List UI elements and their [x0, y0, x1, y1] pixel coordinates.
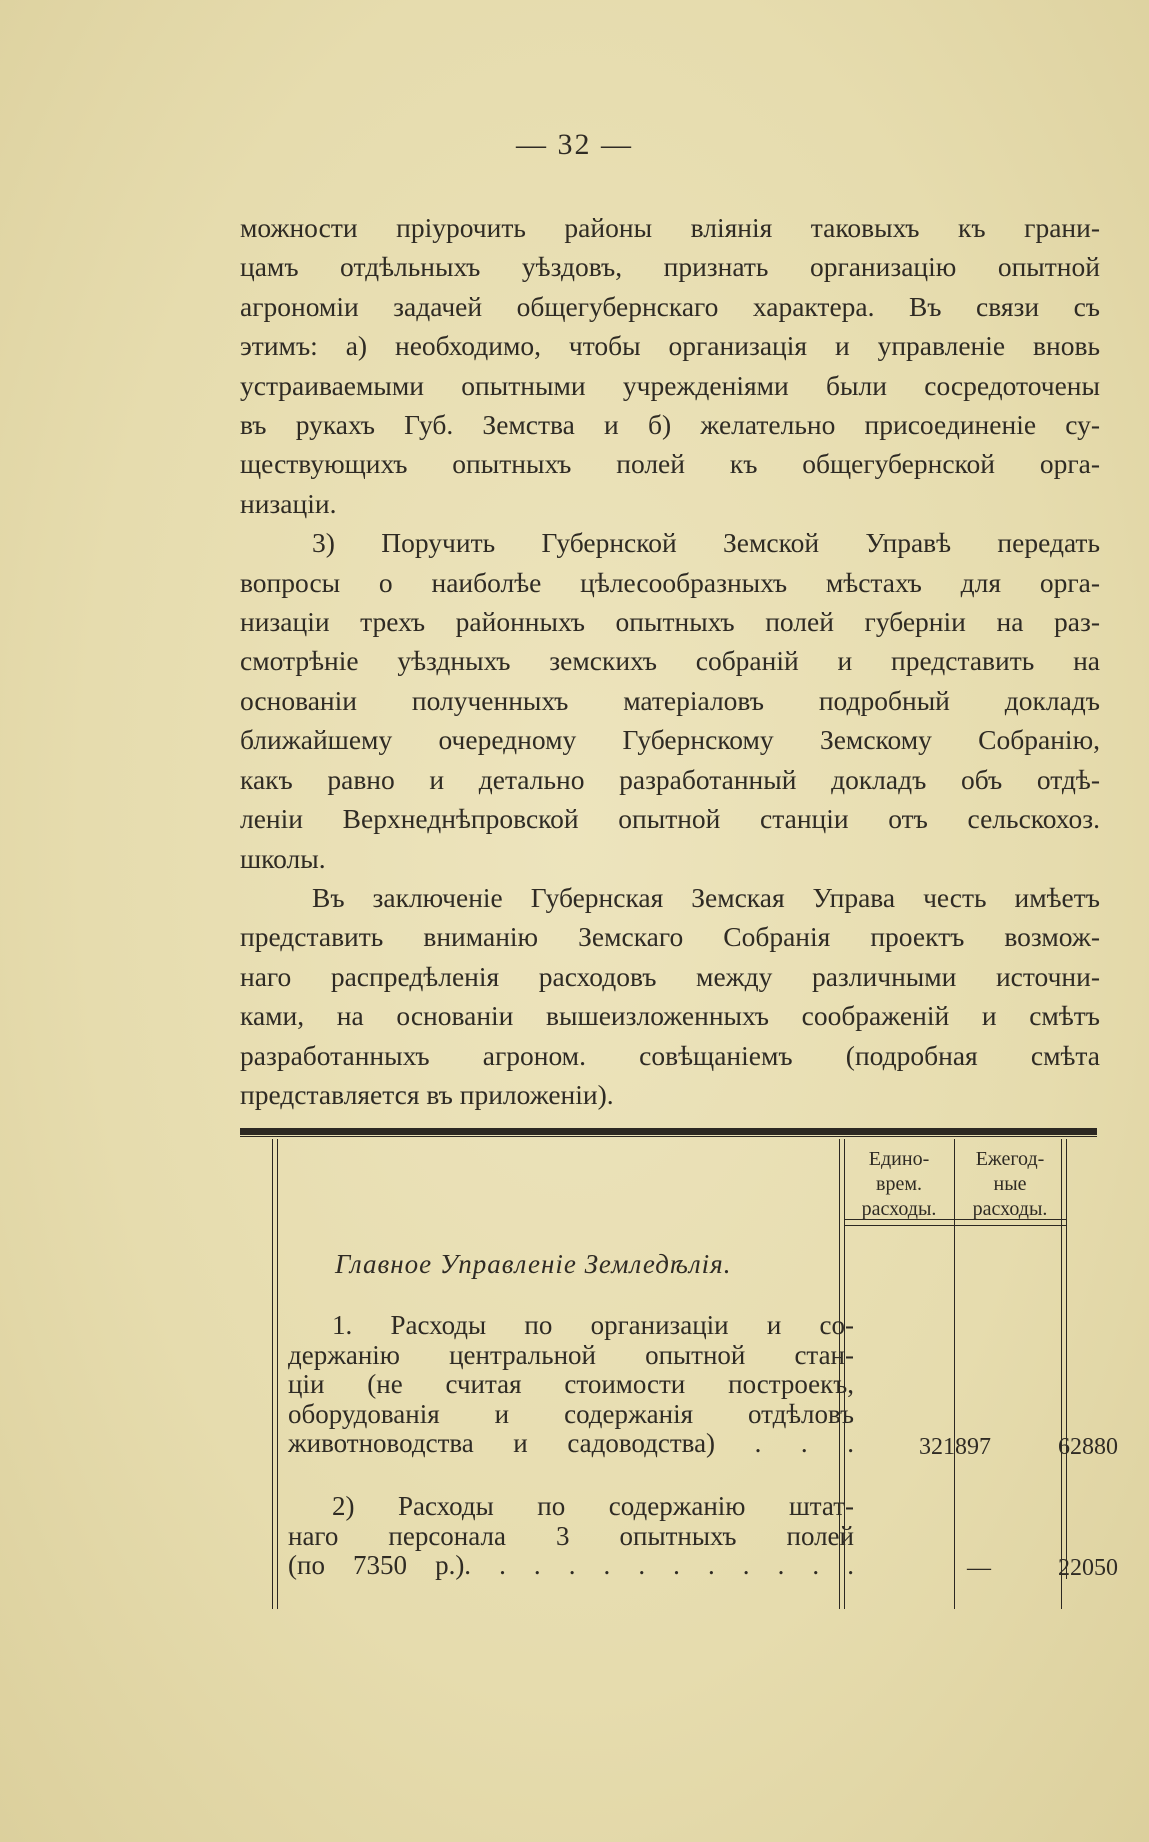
- row-annual-value: 22050: [1058, 1555, 1118, 1581]
- column-divider: [1066, 1139, 1067, 1579]
- text-line: ществующихъ опытныхъ полей къ общегубернской орга-: [240, 448, 1100, 480]
- text-line: Въ заключеніе Губернская Земская Управа честь имѣетъ: [312, 881, 1100, 913]
- text-line: 2) Расходы по содержанію штат-: [332, 1491, 854, 1521]
- header-rule: [844, 1225, 1066, 1226]
- text-line: леніи Верхнеднѣпровской опытной станціи отъ сельскохоз.: [240, 803, 1100, 835]
- text-line: наго персонала 3 опытныхъ полей: [288, 1520, 854, 1551]
- text-line: ближайшему очередному Губернскому Земскому Собранію,: [240, 724, 1100, 756]
- page-number: — 32 —: [516, 128, 633, 161]
- column-divider: [277, 1139, 278, 1609]
- text-line: какъ равно и детально разработанный докладъ объ отдѣ-: [240, 763, 1100, 795]
- text-line: школы.: [240, 842, 326, 874]
- header-line: расходы.: [861, 1198, 937, 1220]
- body-text: [240, 208, 1100, 1114]
- text-line: устраиваемыми опытными учрежденіями были сосредоточены: [240, 369, 1100, 401]
- text-line: представляется въ приложеніи).: [240, 1078, 614, 1110]
- header-annual: [954, 1147, 1066, 1222]
- column-divider: [272, 1139, 273, 1609]
- text-line: основаніи полученныхъ матеріаловъ подробный докладъ: [240, 684, 1100, 716]
- header-one-time: [844, 1147, 954, 1222]
- row-one-time-value: —: [967, 1555, 991, 1581]
- text-line: низаціи.: [240, 487, 337, 519]
- text-line: агрономіи задачей общегубернскаго характера. Въ связи съ: [240, 290, 1100, 322]
- text-line: цамъ отдѣльныхъ уѣздовъ, признать организацію опытной: [240, 251, 1100, 283]
- row-description: [288, 1311, 854, 1459]
- header-line: расходы.: [972, 1198, 1048, 1220]
- text-line: ками, на основаніи вышеизложенныхъ соображеній и смѣтъ: [240, 1000, 1100, 1032]
- row-annual-value: 62880: [1058, 1434, 1118, 1460]
- text-line: животноводства и садоводства) . . .: [288, 1428, 854, 1458]
- paragraph-1: [240, 208, 1100, 523]
- paragraph-2: [240, 523, 1100, 878]
- text-line: (по 7350 р.). . . . . . . . . . . .: [288, 1550, 854, 1580]
- text-line: вопросы о наиболѣе цѣлесообразныхъ мѣстахъ для орга-: [240, 566, 1100, 598]
- text-line: 3) Поручить Губернской Земской Управѣ передать: [312, 527, 1100, 559]
- text-line: этимъ: а) необходимо, чтобы организація и управленіе вновь: [240, 330, 1100, 362]
- text-line: можности пріурочить районы вліянія таковыхъ къ грани-: [240, 212, 1100, 243]
- text-line: держанію центральной опытной стан-: [288, 1339, 854, 1370]
- header-line: Едино-: [868, 1148, 930, 1170]
- text-line: 1. Расходы по организаціи и со-: [332, 1310, 854, 1340]
- text-line: въ рукахъ Губ. Земства и б) желательно присоединеніе су-: [240, 409, 1100, 441]
- text-line: наго распредѣленія расходовъ между различными источни-: [240, 960, 1100, 992]
- row-one-time-value: 321897: [919, 1434, 991, 1460]
- text-line: представить вниманію Земскаго Собранія проектъ возмож-: [240, 921, 1100, 953]
- header-line: Ежегод-: [975, 1148, 1045, 1170]
- header-line: врем.: [876, 1173, 922, 1195]
- text-line: смотрѣніе уѣздныхъ земскихъ собраній и представить на: [240, 645, 1100, 677]
- row-description: [288, 1492, 854, 1581]
- paragraph-3: [240, 878, 1100, 1114]
- section-title: Главное Управленіе Земледѣлія.: [335, 1249, 732, 1279]
- expense-table: [240, 1139, 1118, 1609]
- text-line: оборудованія и содержанія отдѣловъ: [288, 1398, 854, 1429]
- text-line: низаціи трехъ районныхъ опытныхъ полей губерніи на раз-: [240, 606, 1100, 638]
- table-top-rule: [240, 1128, 1097, 1135]
- header-line: ные: [993, 1173, 1027, 1195]
- text-line: ціи (не считая стоимости построекъ,: [288, 1369, 854, 1399]
- text-line: разработанныхъ агроном. совѣщаніемъ (подробная смѣта: [240, 1039, 1100, 1071]
